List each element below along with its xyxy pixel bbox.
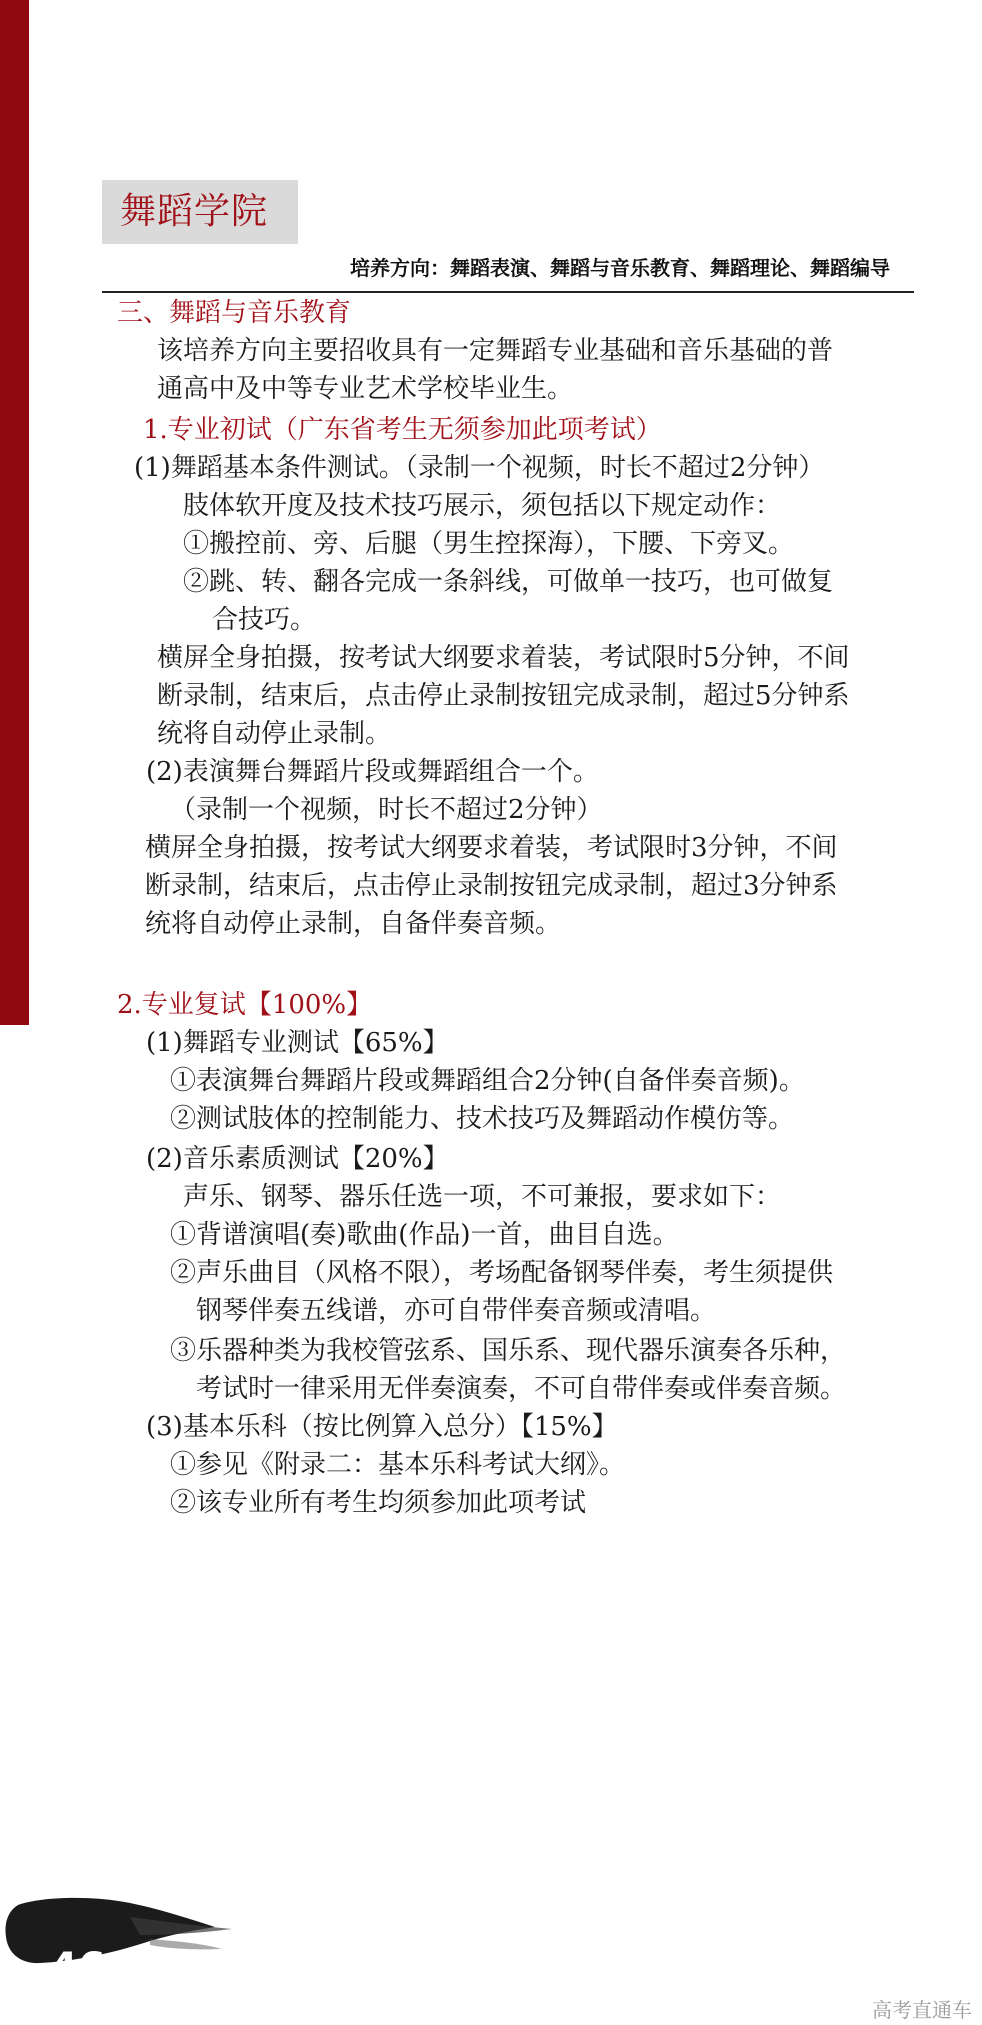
- prelim-item1-note-2: 断录制，结束后，点击停止录制按钮完成录制，超过5分钟系: [157, 681, 850, 711]
- retest-item3-title: (3)基本乐科（按比例算入总分）【15%】: [146, 1412, 618, 1442]
- prelim-item2-title: (2)表演舞台舞蹈片段或舞蹈组合一个。: [146, 757, 599, 787]
- retest-item3-line1: ①参见《附录二：基本乐科考试大纲》。: [170, 1450, 626, 1480]
- prelim-item1-note-3: 统将自动停止录制。: [157, 719, 392, 749]
- retest-item2-desc: 声乐、钢琴、器乐任选一项，不可兼报，要求如下：: [183, 1182, 782, 1212]
- intro-line-1: 该培养方向主要招收具有一定舞蹈专业基础和音乐基础的普: [157, 336, 834, 366]
- retest-item2-line2-cont: 钢琴伴奏五线谱，亦可自带伴奏音频或清唱。: [196, 1296, 717, 1326]
- prelim-item2-note-3: 统将自动停止录制，自备伴奏音频。: [145, 909, 562, 939]
- training-direction: 培养方向：舞蹈表演、舞蹈与音乐教育、舞蹈理论、舞蹈编导: [350, 256, 890, 280]
- retest-item2-line1: ①背谱演唱(奏)歌曲(作品)一首，曲目自选。: [170, 1220, 679, 1250]
- prelim-item1-title: (1)舞蹈基本条件测试。（录制一个视频，时长不超过2分钟）: [134, 453, 825, 483]
- header-divider: [102, 291, 914, 293]
- retest-item2-line3-cont: 考试时一律采用无伴奏演奏，不可自带伴奏或伴奏音频。: [196, 1374, 847, 1404]
- retest-item1-title: (1)舞蹈专业测试【65%】: [146, 1028, 449, 1058]
- prelim-item2-note-1: 横屏全身拍摄，按考试大纲要求着装，考试限时3分钟，不间: [145, 833, 838, 863]
- retest-item3-line2: ②该专业所有考生均须参加此项考试: [170, 1488, 587, 1518]
- retest-heading: 2.专业复试【100%】: [117, 990, 373, 1020]
- retest-item2-title: (2)音乐素质测试【20%】: [146, 1144, 449, 1174]
- prelim-item2-sub: （录制一个视频，时长不超过2分钟）: [170, 795, 603, 825]
- page-number: 46: [50, 1945, 106, 1991]
- prelim-item1-move2: ②跳、转、翻各完成一条斜线，可做单一技巧，也可做复: [183, 567, 834, 597]
- retest-item1-line1: ①表演舞台舞蹈片段或舞蹈组合2分钟(自备伴奏音频)。: [170, 1066, 805, 1096]
- prelim-item1-note-1: 横屏全身拍摄，按考试大纲要求着装，考试限时5分钟，不间: [157, 643, 850, 673]
- retest-item1-line2: ②测试肢体的控制能力、技术技巧及舞蹈动作模仿等。: [170, 1104, 795, 1134]
- prelim-item1-move2-cont: 合技巧。: [212, 605, 317, 635]
- intro-line-2: 通高中及中等专业艺术学校毕业生。: [157, 374, 574, 404]
- retest-item2-line2: ②声乐曲目（风格不限），考场配备钢琴伴奏，考生须提供: [170, 1258, 834, 1288]
- prelim-item2-note-2: 断录制，结束后，点击停止录制按钮完成录制，超过3分钟系: [145, 871, 838, 901]
- preliminary-heading: 1.专业初试（广东省考生无须参加此项考试）: [143, 415, 662, 445]
- watermark-text: 高考直通车: [872, 1998, 972, 2022]
- ink-brush-stroke: [0, 1895, 240, 1965]
- left-accent-bar: [0, 0, 29, 1025]
- prelim-item1-move1: ①搬控前、旁、后腿（男生控探海），下腰、下旁叉。: [183, 529, 795, 559]
- page-title: 舞蹈学院: [120, 191, 269, 232]
- section-heading: 三、舞蹈与音乐教育: [117, 298, 352, 328]
- prelim-item1-desc: 肢体软开度及技术技巧展示，须包括以下规定动作：: [183, 491, 782, 521]
- retest-item2-line3: ③乐器种类为我校管弦系、国乐系、现代器乐演奏各乐种，: [170, 1336, 847, 1366]
